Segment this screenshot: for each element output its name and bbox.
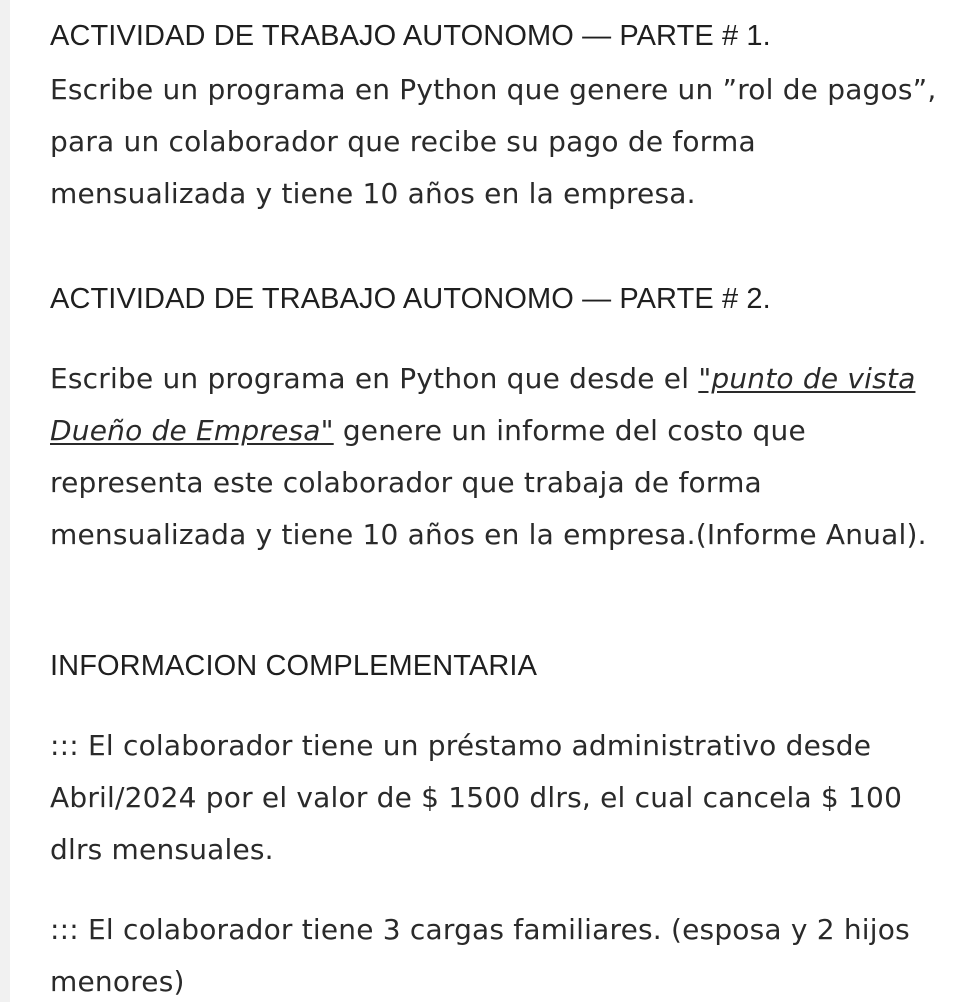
part1-body: Escribe un programa en Python que genere un ”rol de pagos”, para un colaborador que recibe su pago de forma mensualizada y tiene 10 años en la empresa. [50, 73, 937, 210]
complementary-item-loan: ::: El colaborador tiene un préstamo administrativo desde Abril/2024 por el valor de $ 1500 dlrs, el cual cancela $ 100 dlrs mensuales. [50, 729, 903, 866]
complementary-item-dependents: ::: El colaborador tiene 3 cargas familiares. (esposa y 2 hijos menores) [50, 913, 910, 998]
part1-heading: ACTIVIDAD DE TRABAJO AUTONOMO — PARTE # 1. [50, 20, 771, 52]
complementary-heading: INFORMACION COMPLEMENTARIA [50, 650, 538, 682]
part2-heading: ACTIVIDAD DE TRABAJO AUTONOMO — PARTE # 2. [50, 283, 771, 315]
part2-body-end: genere un informe del costo que representa este colaborador que trabaja de forma mensualizada y tiene 10 años en la empresa.(Informe Anual). [50, 414, 927, 551]
left-margin-strip [0, 0, 10, 1002]
owner-viewpoint-emphasis: "punto de vista Dueño de Empresa" [50, 362, 916, 447]
part2-body-start: Escribe un programa en Python que desde el [50, 362, 699, 395]
part2-body [50, 353, 955, 561]
